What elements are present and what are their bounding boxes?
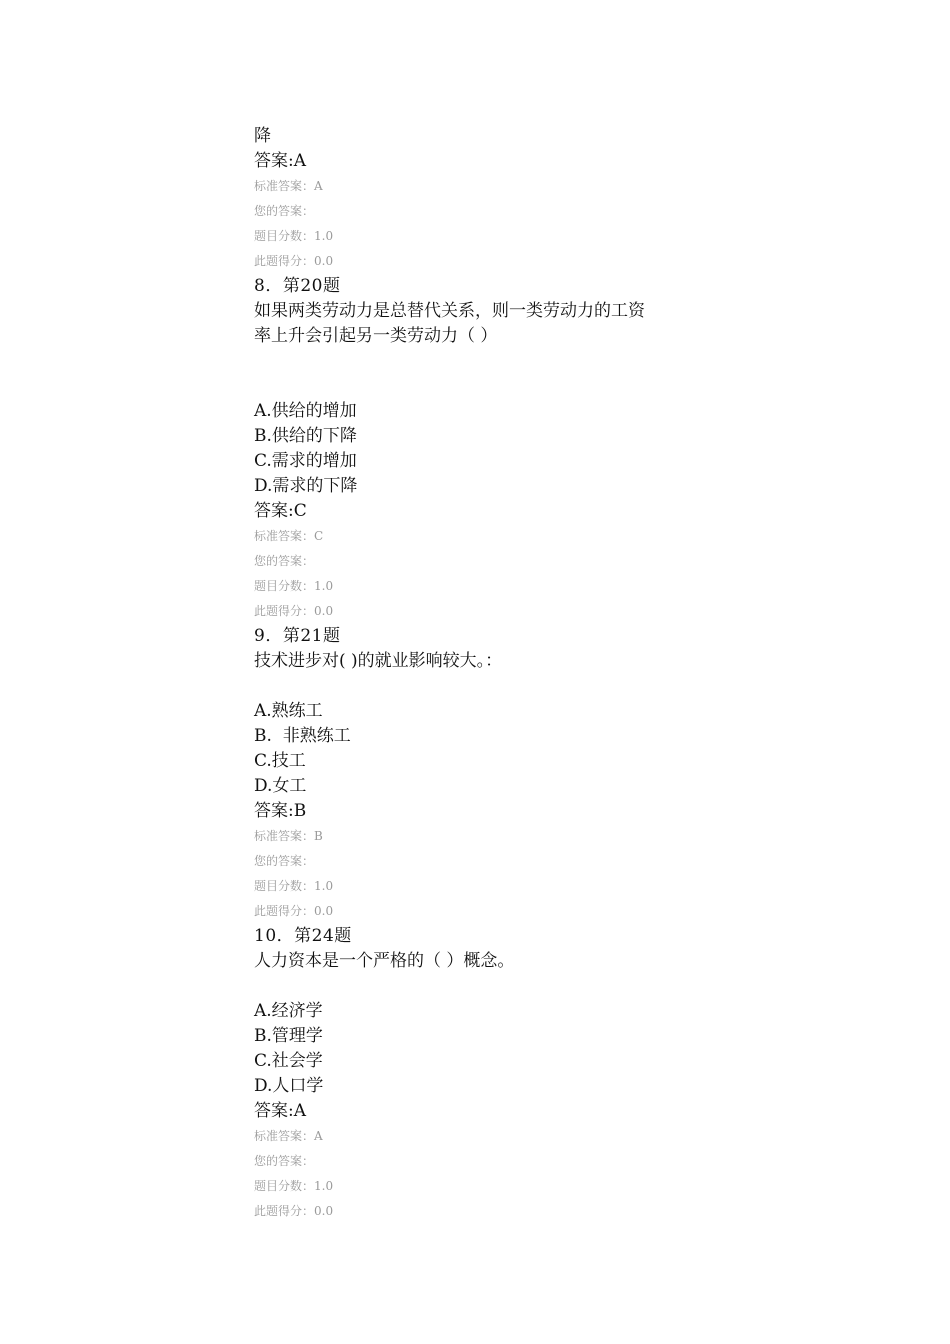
question-points: 题目分数：1.0: [254, 579, 334, 593]
option-b: B.管理学: [254, 1026, 323, 1046]
question-score: 此题得分：0.0: [254, 904, 334, 918]
question-score: 此题得分：0.0: [254, 604, 334, 618]
question-10: [254, 924, 734, 1224]
question-points: 题目分数：1.0: [254, 229, 334, 243]
question-title: 10．第24题: [254, 926, 352, 946]
answer-line: 答案:B: [254, 801, 307, 821]
question-score: 此题得分：0.0: [254, 254, 334, 268]
option-a: A.经济学: [254, 1001, 323, 1021]
question-stem: 技术进步对( )的就业影响较大。：: [254, 651, 503, 671]
spacer: [254, 974, 734, 999]
your-answer: 您的答案：: [254, 554, 315, 568]
document-page: [254, 124, 734, 1224]
question-7-tail: [254, 124, 734, 274]
question-stem-line-1: 如果两类劳动力是总替代关系，则一类劳动力的工资: [254, 301, 645, 321]
option-a: A.熟练工: [254, 701, 323, 721]
spacer: [254, 349, 734, 399]
your-answer: 您的答案：: [254, 1154, 315, 1168]
answer-line: 答案:C: [254, 501, 307, 521]
question-points: 题目分数：1.0: [254, 879, 334, 893]
option-text-tail: 降: [254, 126, 271, 146]
option-d: D.人口学: [254, 1076, 324, 1096]
your-answer: 您的答案：: [254, 854, 315, 868]
option-c: C.社会学: [254, 1051, 323, 1071]
spacer: [254, 674, 734, 699]
question-points: 题目分数：1.0: [254, 1179, 334, 1193]
option-b: B. 非熟练工: [254, 726, 351, 746]
question-8: [254, 274, 734, 624]
option-c: C.技工: [254, 751, 306, 771]
standard-answer: 标准答案：C: [254, 529, 324, 543]
answer-line: 答案:A: [254, 151, 307, 171]
question-title: 9．第21题: [254, 626, 341, 646]
question-stem: 人力资本是一个严格的（ ）概念。: [254, 951, 515, 971]
option-b: B.供给的下降: [254, 426, 357, 446]
question-title: 8．第20题: [254, 276, 341, 296]
option-d: D.女工: [254, 776, 307, 796]
option-a: A.供给的增加: [254, 401, 357, 421]
question-stem-line-2: 率上升会引起另一类劳动力（ ）: [254, 326, 498, 346]
your-answer: 您的答案：: [254, 204, 315, 218]
option-c: C.需求的增加: [254, 451, 357, 471]
answer-line: 答案:A: [254, 1101, 307, 1121]
question-9: [254, 624, 734, 924]
option-d: D.需求的下降: [254, 476, 358, 496]
question-score: 此题得分：0.0: [254, 1204, 334, 1218]
standard-answer: 标准答案：A: [254, 1129, 323, 1143]
standard-answer: 标准答案：B: [254, 829, 323, 843]
standard-answer: 标准答案：A: [254, 179, 323, 193]
